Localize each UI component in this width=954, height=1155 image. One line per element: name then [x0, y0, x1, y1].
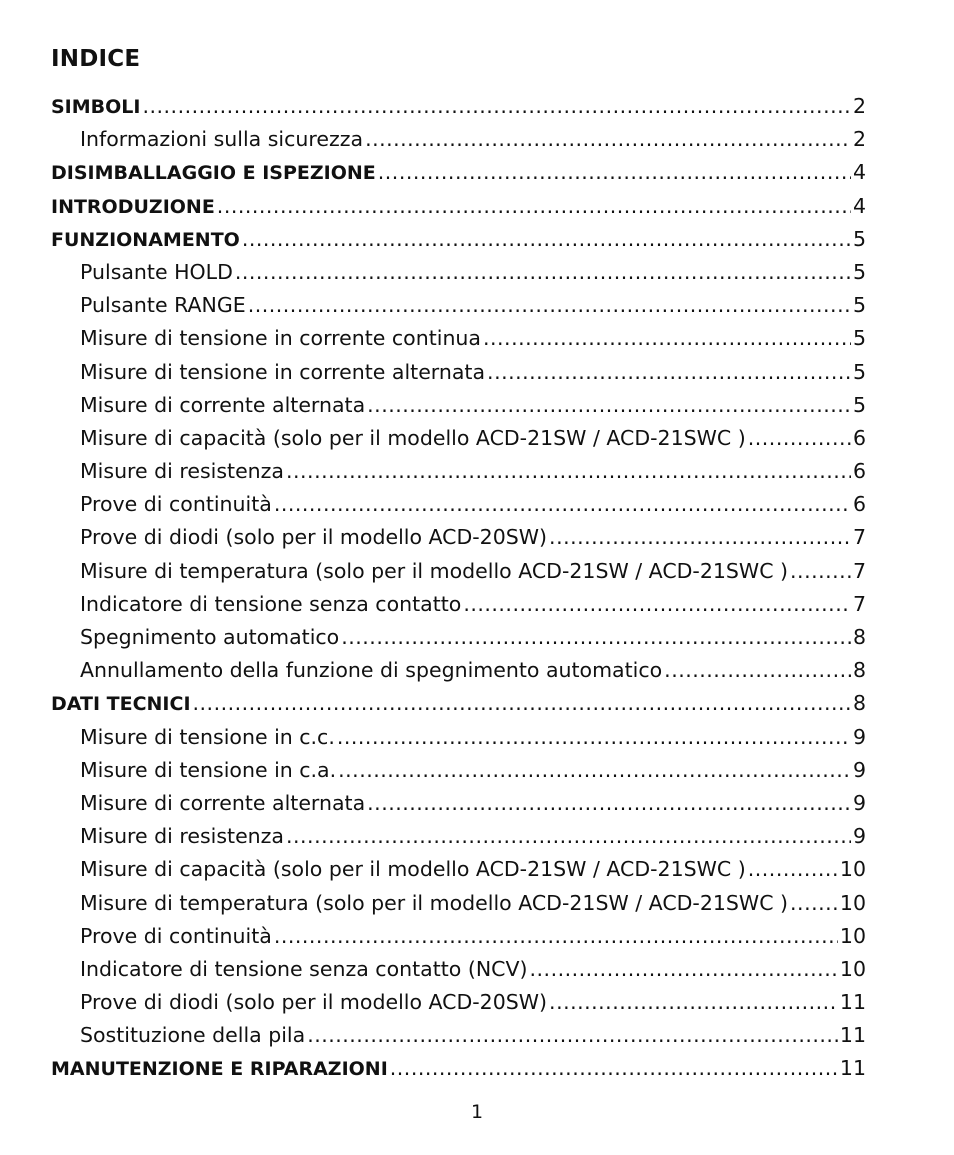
toc-subsection-entry[interactable] — [51, 654, 866, 687]
toc-entry-page: 10 — [839, 956, 866, 981]
toc-dot-leader — [248, 289, 851, 322]
toc-entry-label: Misure di tensione in c.a. — [80, 757, 337, 782]
toc-section-entry[interactable] — [51, 223, 866, 256]
toc-subsection-entry[interactable] — [51, 422, 866, 455]
toc-subsection-entry[interactable] — [51, 588, 866, 621]
toc-entry-page: 9 — [852, 757, 866, 782]
toc-dot-leader — [748, 422, 851, 455]
toc-entry-page: 2 — [852, 94, 866, 118]
toc-entry-label: Misure di corrente alternata — [80, 790, 366, 815]
toc-entry-page: 5 — [852, 293, 866, 318]
toc-entry-page: 11 — [839, 1056, 866, 1081]
toc-dot-leader — [790, 887, 838, 920]
toc-entry-page: 8 — [852, 691, 866, 716]
toc-dot-leader — [286, 820, 851, 853]
toc-dot-leader — [367, 787, 851, 820]
toc-dot-leader — [549, 521, 851, 554]
toc-entry-label: Prove di diodi (solo per il modello ACD-20SW) — [80, 525, 548, 550]
toc-entry-label: Misure di tensione in c.c. — [80, 724, 335, 749]
toc-entry-page: 6 — [852, 492, 866, 517]
toc-entry-label: Pulsante RANGE — [80, 293, 246, 318]
toc-entry-label: Misure di temperatura (solo per il modello ACD-21SW / ACD-21SWC ) — [80, 890, 789, 915]
toc-subsection-entry[interactable] — [51, 123, 866, 156]
toc-entry-page: 10 — [839, 923, 866, 948]
toc-subsection-entry[interactable] — [51, 621, 866, 654]
toc-dot-leader — [307, 1019, 838, 1052]
toc-subsection-entry[interactable] — [51, 721, 866, 754]
toc-entry-page: 11 — [839, 1023, 866, 1048]
toc-dot-leader — [549, 986, 838, 1019]
toc-entry-page: 4 — [852, 193, 866, 218]
toc-dot-leader — [530, 953, 838, 986]
toc-entry-label: INTRODUZIONE — [51, 195, 215, 218]
toc-entry-label: Prove di continuità — [80, 492, 272, 517]
toc-subsection-entry[interactable] — [51, 754, 866, 787]
page-title: INDICE — [51, 46, 141, 72]
toc-dot-leader — [748, 853, 838, 886]
toc-entry-page: 5 — [852, 259, 866, 284]
toc-subsection-entry[interactable] — [51, 953, 866, 986]
toc-dot-leader — [193, 687, 851, 720]
toc-subsection-entry[interactable] — [51, 488, 866, 521]
toc-entry-page: 5 — [852, 359, 866, 384]
toc-subsection-entry[interactable] — [51, 853, 866, 886]
toc-subsection-entry[interactable] — [51, 986, 866, 1019]
toc-entry-label: Misure di tensione in corrente alternata — [80, 359, 486, 384]
toc-dot-leader — [338, 754, 851, 787]
toc-subsection-entry[interactable] — [51, 455, 866, 488]
toc-entry-label: Misure di capacità (solo per il modello ACD-21SW / ACD-21SWC ) — [80, 857, 746, 882]
toc-entry-page: 5 — [852, 392, 866, 417]
toc-entry-label: Misure di tensione in corrente continua — [80, 326, 481, 351]
toc-entry-page: 10 — [839, 890, 866, 915]
toc-entry-label: Pulsante HOLD — [80, 259, 233, 284]
toc-entry-page: 10 — [839, 857, 866, 882]
toc-dot-leader — [483, 322, 851, 355]
toc-entry-label: Misure di resistenza — [80, 459, 284, 484]
toc-dot-leader — [242, 223, 851, 256]
toc-subsection-entry[interactable] — [51, 289, 866, 322]
toc-entry-label: DATI TECNICI — [51, 693, 191, 716]
toc-entry-label: Annullamento della funzione di spegnimento automatico — [80, 658, 663, 683]
toc-dot-leader — [286, 455, 851, 488]
toc-entry-page: 6 — [852, 425, 866, 450]
toc-entry-page: 9 — [852, 824, 866, 849]
toc-dot-leader — [367, 389, 851, 422]
toc-entry-page: 4 — [852, 160, 866, 185]
toc-section-entry[interactable] — [51, 687, 866, 720]
table-of-contents — [51, 90, 866, 1086]
toc-entry-label: MANUTENZIONE E RIPARAZIONI — [51, 1058, 388, 1081]
page-number: 1 — [470, 1101, 484, 1123]
toc-dot-leader — [365, 123, 851, 156]
toc-entry-page: 8 — [852, 658, 866, 683]
toc-dot-leader — [390, 1052, 838, 1085]
toc-dot-leader — [274, 920, 838, 953]
toc-dot-leader — [664, 654, 851, 687]
toc-section-entry[interactable] — [51, 1052, 866, 1085]
toc-entry-page: 7 — [852, 558, 866, 583]
toc-entry-label: FUNZIONAMENTO — [51, 228, 240, 251]
toc-entry-label: Misure di temperatura (solo per il modello ACD-21SW / ACD-21SWC ) — [80, 558, 789, 583]
toc-subsection-entry[interactable] — [51, 787, 866, 820]
toc-dot-leader — [487, 356, 851, 389]
toc-section-entry[interactable] — [51, 156, 866, 189]
toc-subsection-entry[interactable] — [51, 356, 866, 389]
toc-dot-leader — [790, 555, 851, 588]
toc-subsection-entry[interactable] — [51, 389, 866, 422]
toc-subsection-entry[interactable] — [51, 322, 866, 355]
toc-entry-label: Misure di resistenza — [80, 824, 284, 849]
toc-entry-label: Misure di capacità (solo per il modello ACD-21SW / ACD-21SWC ) — [80, 425, 746, 450]
toc-dot-leader — [235, 256, 851, 289]
toc-entry-page: 7 — [852, 591, 866, 616]
toc-entry-label: SIMBOLI — [51, 96, 141, 118]
toc-entry-label: Indicatore di tensione senza contatto (NCV) — [80, 956, 528, 981]
toc-subsection-entry[interactable] — [51, 920, 866, 953]
toc-dot-leader — [217, 190, 851, 223]
toc-entry-label: Informazioni sulla sicurezza — [80, 127, 364, 152]
toc-subsection-entry[interactable] — [51, 887, 866, 920]
toc-subsection-entry[interactable] — [51, 555, 866, 588]
toc-dot-leader — [337, 721, 851, 754]
toc-entry-page: 8 — [852, 625, 866, 649]
toc-entry-label: DISIMBALLAGGIO E ISPEZIONE — [51, 162, 376, 185]
toc-entry-page: 6 — [852, 459, 866, 484]
toc-entry-page: 5 — [852, 226, 866, 251]
toc-subsection-entry[interactable] — [51, 820, 866, 853]
toc-section-entry[interactable] — [51, 190, 866, 223]
toc-entry-page: 2 — [852, 127, 866, 152]
toc-entry-page: 11 — [839, 990, 866, 1015]
toc-entry-page: 9 — [852, 790, 866, 815]
toc-dot-leader — [142, 90, 850, 123]
toc-entry-label: Misure di corrente alternata — [80, 392, 366, 417]
toc-entry-label: Prove di diodi (solo per il modello ACD-20SW) — [80, 990, 548, 1015]
toc-dot-leader — [274, 488, 851, 521]
toc-entry-label: Spegnimento automatico — [80, 625, 340, 649]
toc-dot-leader — [341, 621, 851, 654]
toc-dot-leader — [378, 156, 851, 189]
toc-entry-page: 9 — [852, 724, 866, 749]
toc-dot-leader — [463, 588, 851, 621]
toc-subsection-entry[interactable] — [51, 256, 866, 289]
toc-subsection-entry[interactable] — [51, 521, 866, 554]
toc-entry-label: Prove di continuità — [80, 923, 272, 948]
toc-subsection-entry[interactable] — [51, 1019, 866, 1052]
toc-entry-label: Indicatore di tensione senza contatto — [80, 591, 462, 616]
toc-entry-label: Sostituzione della pila — [80, 1023, 306, 1048]
toc-entry-page: 5 — [852, 326, 866, 351]
toc-section-entry[interactable] — [51, 90, 866, 123]
toc-entry-page: 7 — [852, 525, 866, 550]
